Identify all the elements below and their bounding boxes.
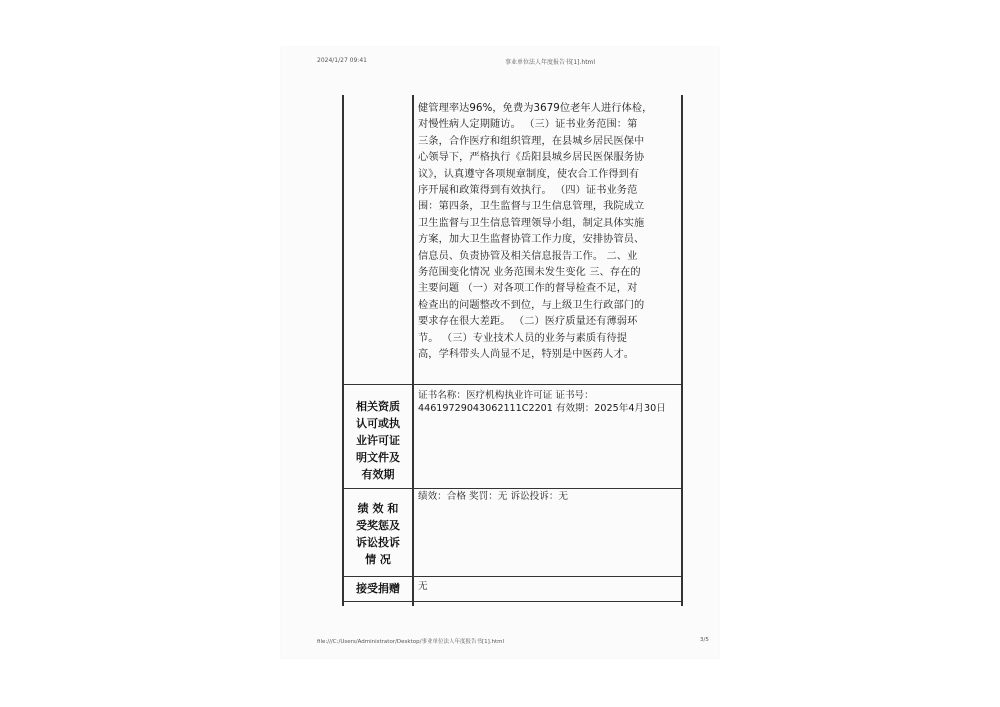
print-datetime: 2024/1/27 09:41 <box>317 57 367 64</box>
performance-value: 绩效：合格 奖罚：无 诉讼投诉：无 <box>418 491 569 502</box>
table-left-border <box>342 95 344 606</box>
file-path: file:///C:/Users/Administrator/Desktop/事业单位法人年度报告书[1].html <box>317 639 505 645</box>
page-number: 3/5 <box>700 637 709 643</box>
donation-value: 无 <box>418 581 428 592</box>
print-title: 事业单位法人年度报告书[1].html <box>505 59 596 66</box>
row-divider-3 <box>342 576 683 577</box>
qualification-value: 证书名称：医疗机构执业许可证 证书号： 44619729043062111C2201 有效期：2025年4月30日 <box>418 390 666 414</box>
donation-label: 接受捐赠 <box>356 582 400 595</box>
business-scope-text: 健管理率达96%，免费为3679位老年人进行体检， 对慢性病人定期随访。 （三）证书业务范围：第 三条，合作医疗和组织管理，在县城乡居民医保中 心领导下，严格执行《岳阳县城乡居民医保服务协 议》，认真遵守各项规章制度，使农合工作得到有 序开展和政策得到有效执行。 （四）证书业务范 围：第四条，卫生监督与卫生信息管理，我院成立 卫生监督与卫生信息管理领导小组，制定具体实施 方案，加大卫生监督协管工作力度，安排协管员、 信息员、负责协管及相关信息报告工作。 二、业 务范围变化情况 业务范围未发生变化 三、存在的 主要问题 （一）对各项工作的督导检查不足，对 检查出的问题整改不到位，与上级卫生行政部门的 要求存在很大差距。 （二）医疗质量还有薄弱环 节。 （三）专业技术人员的业务与素质有待提 高，学科带头人尚显不足，特别是中医药人才。 <box>418 103 653 361</box>
table-right-border <box>681 95 683 606</box>
row-divider-1 <box>342 384 683 385</box>
performance-label: 绩 效 和 受奖惩及 诉讼投诉 情 况 <box>356 502 400 566</box>
table-column-divider <box>412 95 414 606</box>
qualification-label: 相关资质 认可或执 业许可证 明文件及 有效期 <box>356 400 400 481</box>
table-bottom-border <box>342 601 683 602</box>
